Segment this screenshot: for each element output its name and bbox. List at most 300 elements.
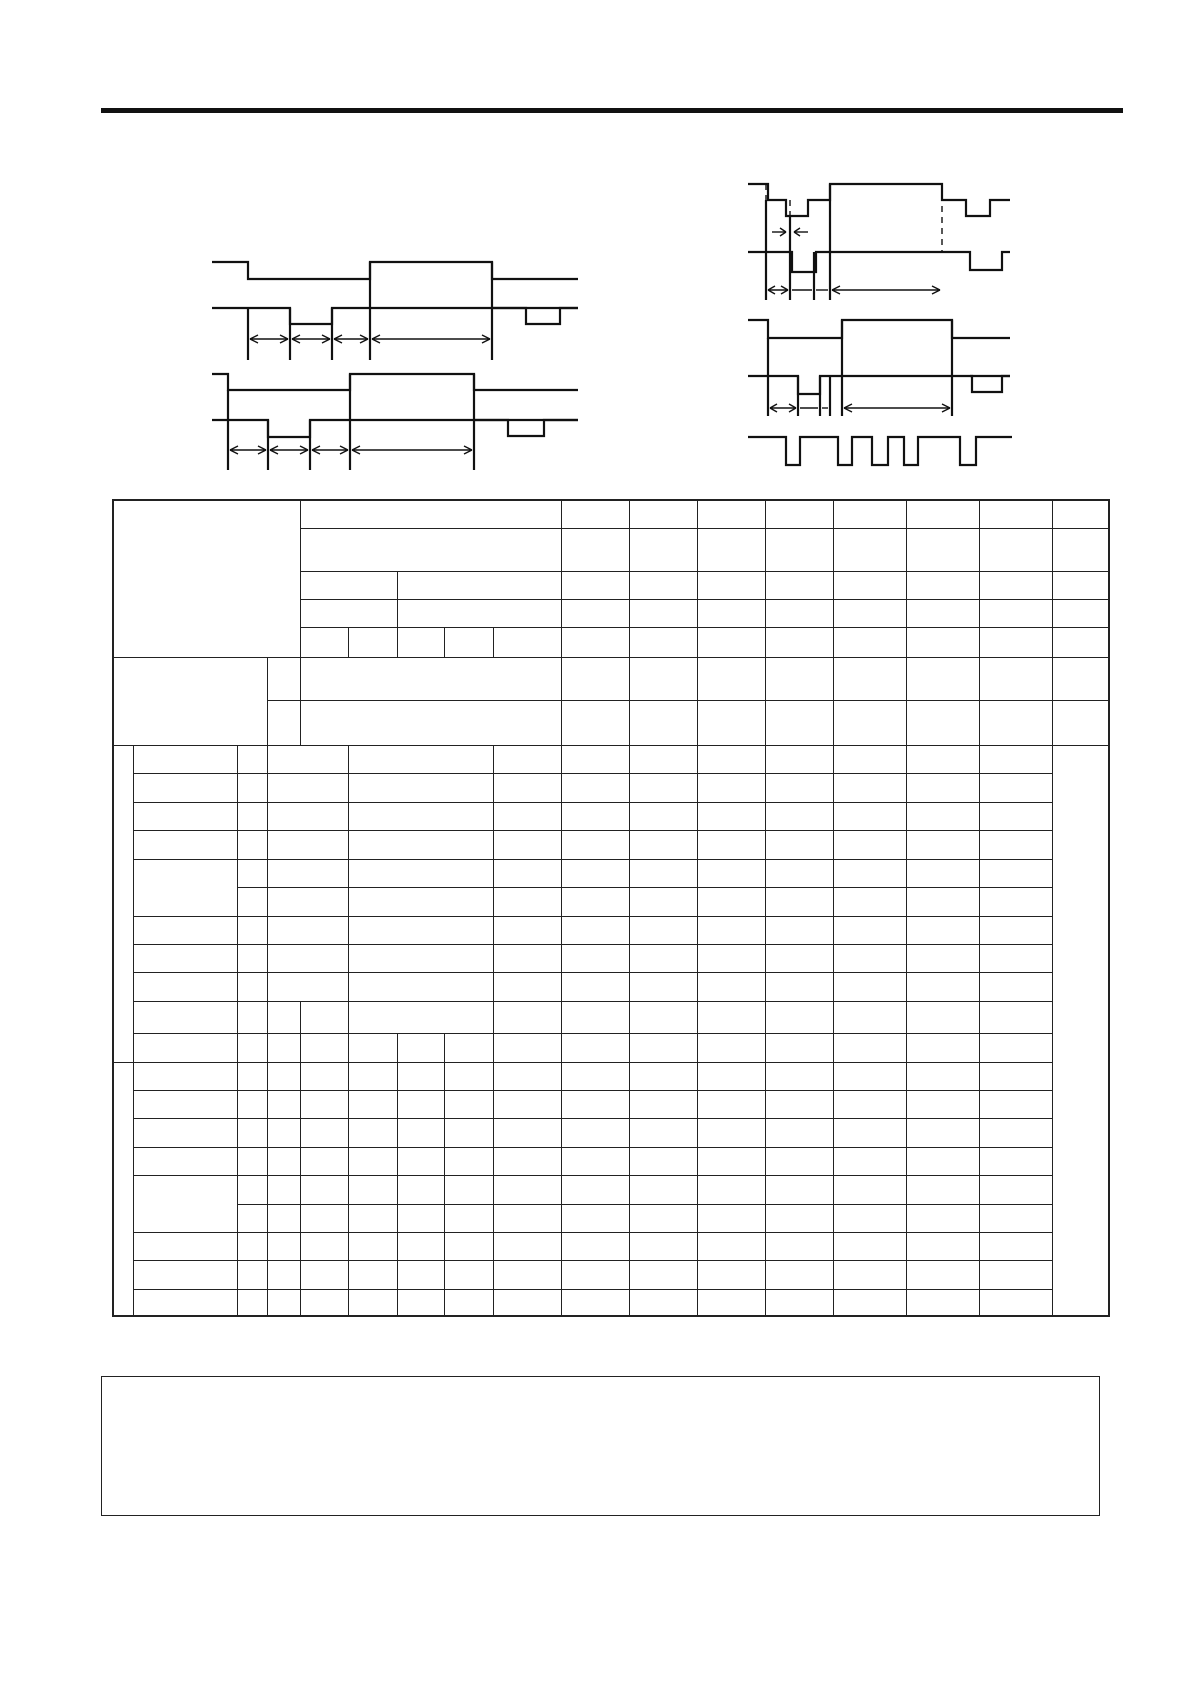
- table-cell: [561, 1233, 629, 1261]
- table-cell: [833, 859, 906, 887]
- header-cell: [833, 571, 906, 599]
- table-cell: [765, 1034, 833, 1062]
- table-cell: [493, 916, 561, 944]
- table-cell: [833, 802, 906, 830]
- table-cell: [237, 831, 267, 859]
- header-cell: [444, 628, 493, 657]
- table-cell: [765, 1062, 833, 1090]
- header-cell: [906, 599, 979, 627]
- table-cell: [833, 701, 906, 746]
- table-cell: [397, 1034, 444, 1062]
- table-row: [113, 1176, 1109, 1204]
- table-cell: [133, 916, 237, 944]
- table-cell: [765, 831, 833, 859]
- table-cell: [133, 1289, 237, 1316]
- table-cell: [979, 1176, 1052, 1204]
- table-cell: [348, 1204, 397, 1232]
- table-cell: [300, 1062, 348, 1090]
- table-cell: [493, 1261, 561, 1289]
- table-cell: [833, 1091, 906, 1119]
- table-cell: [906, 1001, 979, 1033]
- table-cell: [348, 1289, 397, 1316]
- table-cell: [348, 973, 493, 1001]
- header-cell: [833, 599, 906, 627]
- table-cell: [267, 657, 300, 701]
- table-cell: [979, 1001, 1052, 1033]
- header-row: [113, 500, 1109, 528]
- header-cell: [979, 528, 1052, 571]
- table-cell: [493, 1289, 561, 1316]
- table-cell: [765, 944, 833, 972]
- table-cell: [267, 1233, 300, 1261]
- table-cell: [697, 888, 765, 916]
- table-cell: [300, 1119, 348, 1147]
- table-cell: [348, 859, 493, 887]
- table-cell: [133, 831, 237, 859]
- table-cell: [833, 1062, 906, 1090]
- table-cell: [444, 1289, 493, 1316]
- table-cell: [561, 802, 629, 830]
- header-cell: [1052, 571, 1109, 599]
- timing-diagram-1: [212, 262, 578, 360]
- table-cell: [133, 1119, 237, 1147]
- table-cell: [561, 973, 629, 1001]
- table-cell: [979, 1204, 1052, 1232]
- table-cell: [906, 746, 979, 774]
- table-cell: [697, 1034, 765, 1062]
- table-cell: [561, 1289, 629, 1316]
- table-cell: [493, 1119, 561, 1147]
- header-cell: [1052, 500, 1109, 528]
- table-cell: [444, 1119, 493, 1147]
- header-cell: [629, 599, 697, 627]
- table-cell: [833, 1233, 906, 1261]
- header-cell: [906, 528, 979, 571]
- table-cell: [133, 1176, 237, 1233]
- table-cell: [833, 1289, 906, 1316]
- header-corner-cell: [113, 500, 300, 657]
- table-cell: [237, 888, 267, 916]
- table-cell: [561, 1147, 629, 1175]
- table-cell: [906, 1091, 979, 1119]
- clock-train: [748, 437, 1012, 465]
- table-cell: [906, 701, 979, 746]
- table-cell: [397, 1091, 444, 1119]
- table-cell: [906, 859, 979, 887]
- table-cell: [300, 1289, 348, 1316]
- table-cell: [133, 944, 237, 972]
- table-cell: [348, 1091, 397, 1119]
- header-cell: [697, 500, 765, 528]
- table-cell: [267, 802, 348, 830]
- table-cell: [348, 1147, 397, 1175]
- table-cell: [561, 1261, 629, 1289]
- table-row: [113, 1062, 1109, 1090]
- table-cell: [237, 1233, 267, 1261]
- table-cell: [493, 746, 561, 774]
- table-cell: [906, 888, 979, 916]
- table-cell: [833, 1034, 906, 1062]
- table-cell: [629, 888, 697, 916]
- table-cell: [833, 1001, 906, 1033]
- header-cell: [629, 528, 697, 571]
- table-cell: [765, 1001, 833, 1033]
- table-cell: [237, 746, 267, 774]
- header-cell: [765, 599, 833, 627]
- table-cell: [444, 1034, 493, 1062]
- table-cell: [629, 916, 697, 944]
- table-cell: [444, 1204, 493, 1232]
- table-cell: [765, 1204, 833, 1232]
- table-cell: [979, 657, 1052, 701]
- table-cell: [133, 1062, 237, 1090]
- table-cell: [629, 1001, 697, 1033]
- table-cell: [629, 701, 697, 746]
- table-cell: [629, 859, 697, 887]
- table-cell: [765, 1289, 833, 1316]
- table-cell: [561, 831, 629, 859]
- table-row: [113, 1091, 1109, 1119]
- table-cell: [348, 746, 493, 774]
- table-cell: [697, 973, 765, 1001]
- table-cell: [493, 802, 561, 830]
- header-cell: [1052, 599, 1109, 627]
- table-cell: [133, 1261, 237, 1289]
- table-cell: [493, 1147, 561, 1175]
- header-cell: [629, 500, 697, 528]
- table-cell: [267, 1119, 300, 1147]
- table-cell: [906, 831, 979, 859]
- table-cell: [765, 657, 833, 701]
- section-2-side-cell: [113, 1062, 133, 1316]
- table-cell: [833, 657, 906, 701]
- table-cell: [237, 944, 267, 972]
- table-cell: [697, 1091, 765, 1119]
- table-cell: [397, 1119, 444, 1147]
- table-cell: [348, 1233, 397, 1261]
- table-cell: [561, 746, 629, 774]
- header-cell: [833, 528, 906, 571]
- table-cell: [133, 1091, 237, 1119]
- table-cell: [493, 1091, 561, 1119]
- table-cell: [906, 1204, 979, 1232]
- table-cell: [493, 1062, 561, 1090]
- table-cell: [979, 1119, 1052, 1147]
- table-cell: [267, 774, 348, 802]
- table-cell: [979, 802, 1052, 830]
- table-cell: [561, 859, 629, 887]
- table-cell: [133, 774, 237, 802]
- table-cell: [237, 1176, 267, 1204]
- table-cell: [906, 1261, 979, 1289]
- table-cell: [348, 888, 493, 916]
- table-cell: [629, 1261, 697, 1289]
- timing-diagram-2: [212, 374, 578, 470]
- table-cell: [833, 1261, 906, 1289]
- table-cell: [833, 774, 906, 802]
- table-cell: [300, 701, 561, 746]
- table-cell: [906, 774, 979, 802]
- table-cell: [561, 701, 629, 746]
- table-cell: [561, 1091, 629, 1119]
- table-cell: [979, 1261, 1052, 1289]
- table-cell: [348, 1062, 397, 1090]
- table-cell: [348, 1261, 397, 1289]
- header-cell: [561, 628, 629, 657]
- table-cell: [906, 916, 979, 944]
- table-cell: [444, 1062, 493, 1090]
- table-cell: [765, 1176, 833, 1204]
- table-cell: [493, 831, 561, 859]
- table-cell: [697, 657, 765, 701]
- table-cell: [697, 831, 765, 859]
- table-row: [113, 1261, 1109, 1289]
- table-cell: [300, 1001, 348, 1033]
- table-cell: [697, 1261, 765, 1289]
- table-cell: [348, 1001, 493, 1033]
- header-cell: [300, 599, 397, 627]
- table-cell: [267, 1176, 300, 1204]
- table-cell: [493, 1001, 561, 1033]
- table-row: [113, 916, 1109, 944]
- table-cell: [561, 774, 629, 802]
- spec-table: [112, 499, 1110, 1317]
- table-cell: [133, 1147, 237, 1175]
- table-cell: [561, 944, 629, 972]
- header-cell: [906, 571, 979, 599]
- table-cell: [444, 1176, 493, 1204]
- table-cell: [237, 1289, 267, 1316]
- header-cell: [833, 500, 906, 528]
- table-cell: [765, 1119, 833, 1147]
- table-row: [113, 1147, 1109, 1175]
- table-cell: [493, 1034, 561, 1062]
- table-cell: [237, 1119, 267, 1147]
- table-cell: [561, 1176, 629, 1204]
- table-cell: [444, 1147, 493, 1175]
- table-cell: [237, 1091, 267, 1119]
- table-cell: [697, 1001, 765, 1033]
- table-row: [113, 1034, 1109, 1062]
- table-cell: [906, 1289, 979, 1316]
- table-cell: [561, 1001, 629, 1033]
- table-cell: [133, 859, 237, 916]
- table-cell: [765, 1091, 833, 1119]
- table-cell: [267, 1204, 300, 1232]
- table-cell: [133, 802, 237, 830]
- table-cell: [267, 1091, 300, 1119]
- table-cell: [629, 1091, 697, 1119]
- table-cell: [833, 746, 906, 774]
- table-cell: [629, 1147, 697, 1175]
- table-cell: [979, 1062, 1052, 1090]
- table-cell: [979, 1091, 1052, 1119]
- table-cell: [267, 888, 348, 916]
- table-cell: [697, 1147, 765, 1175]
- table-cell: [629, 1176, 697, 1204]
- table-cell: [833, 1176, 906, 1204]
- header-cell: [561, 599, 629, 627]
- table-cell: [629, 657, 697, 701]
- table-cell: [133, 973, 237, 1001]
- table-cell: [267, 746, 348, 774]
- table-cell: [765, 746, 833, 774]
- table-cell: [979, 746, 1052, 774]
- table-cell: [697, 701, 765, 746]
- table-cell: [979, 1147, 1052, 1175]
- table-cell: [300, 1261, 348, 1289]
- table-cell: [237, 1261, 267, 1289]
- table-cell: [493, 888, 561, 916]
- table-cell: [397, 1062, 444, 1090]
- header-cell: [765, 571, 833, 599]
- table-cell: [697, 774, 765, 802]
- table-cell: [237, 1062, 267, 1090]
- table-cell: [979, 701, 1052, 746]
- table-row: [113, 888, 1109, 916]
- table-cell: [979, 916, 1052, 944]
- table-cell: [397, 1261, 444, 1289]
- table-cell: [906, 802, 979, 830]
- table-cell: [348, 1176, 397, 1204]
- header-cell: [906, 628, 979, 657]
- timing-diagrams: [0, 0, 1188, 490]
- table-cell: [493, 1233, 561, 1261]
- table-cell: [833, 944, 906, 972]
- header-cell: [629, 571, 697, 599]
- table-cell: [765, 1147, 833, 1175]
- table-row: [113, 1001, 1109, 1033]
- table-cell: [267, 1034, 300, 1062]
- table-cell: [348, 831, 493, 859]
- table-cell: [697, 1062, 765, 1090]
- table-cell: [1052, 657, 1109, 701]
- table-cell: [300, 657, 561, 701]
- table-cell: [348, 1034, 397, 1062]
- table-cell: [493, 1204, 561, 1232]
- table-row: [113, 657, 1109, 701]
- header-cell: [979, 500, 1052, 528]
- timing-diagram-4: [748, 320, 1010, 416]
- table-cell: [906, 973, 979, 1001]
- table-cell: [906, 1233, 979, 1261]
- table-cell: [397, 1233, 444, 1261]
- table-cell: [397, 1176, 444, 1204]
- table-cell: [979, 1233, 1052, 1261]
- table-cell: [237, 1001, 267, 1033]
- table-cell: [979, 1289, 1052, 1316]
- table-cell: [267, 859, 348, 887]
- header-cell: [397, 628, 444, 657]
- header-cell: [979, 599, 1052, 627]
- table-cell: [765, 774, 833, 802]
- table-cell: [906, 944, 979, 972]
- table-cell: [561, 1204, 629, 1232]
- table-cell: [697, 859, 765, 887]
- table-cell: [348, 944, 493, 972]
- table-row: [113, 1204, 1109, 1232]
- table-cell: [765, 973, 833, 1001]
- header-cell: [765, 500, 833, 528]
- header-cell: [561, 500, 629, 528]
- table-cell: [629, 1289, 697, 1316]
- header-cell: [300, 628, 348, 657]
- header-cell: [833, 628, 906, 657]
- table-cell: [267, 831, 348, 859]
- table-row: [113, 802, 1109, 830]
- table-cell: [629, 746, 697, 774]
- header-cell: [697, 571, 765, 599]
- table-cell: [493, 1176, 561, 1204]
- header-cell: [629, 628, 697, 657]
- table-cell: [267, 1001, 300, 1033]
- table-cell: [979, 831, 1052, 859]
- table-cell: [697, 746, 765, 774]
- header-cell: [561, 571, 629, 599]
- table-row: [113, 973, 1109, 1001]
- header-cell: [765, 628, 833, 657]
- table-cell: [267, 1147, 300, 1175]
- table-cell: [629, 944, 697, 972]
- table-cell: [237, 1147, 267, 1175]
- timing-diagram-3: [748, 184, 1010, 300]
- table-cell: [765, 888, 833, 916]
- table-row: [113, 859, 1109, 887]
- header-cell: [979, 628, 1052, 657]
- table-row: [113, 831, 1109, 859]
- header-cell: [697, 528, 765, 571]
- header-cell: [979, 571, 1052, 599]
- table-cell: [765, 859, 833, 887]
- table-cell: [979, 944, 1052, 972]
- header-cell: [300, 571, 397, 599]
- header-cell: [697, 599, 765, 627]
- table-cell: [979, 774, 1052, 802]
- table-cell: [444, 1091, 493, 1119]
- table-cell: [1052, 701, 1109, 746]
- table-cell: [906, 1176, 979, 1204]
- table-cell: [906, 1119, 979, 1147]
- table-cell: [267, 973, 348, 1001]
- table-cell: [697, 1119, 765, 1147]
- table-cell: [237, 916, 267, 944]
- table-cell: [237, 1204, 267, 1232]
- table-cell: [629, 1119, 697, 1147]
- table-cell: [561, 888, 629, 916]
- table-cell: [300, 1204, 348, 1232]
- row-group-cell: [113, 657, 267, 745]
- table-cell: [397, 1289, 444, 1316]
- table-cell: [979, 1034, 1052, 1062]
- table-cell: [833, 1119, 906, 1147]
- table-cell: [833, 831, 906, 859]
- table-cell: [629, 1233, 697, 1261]
- header-cell: [697, 628, 765, 657]
- note-box: [101, 1376, 1100, 1516]
- table-cell: [979, 973, 1052, 1001]
- table-cell: [765, 1261, 833, 1289]
- table-cell: [300, 1091, 348, 1119]
- section-1-side-cell: [113, 746, 133, 1063]
- table-cell: [267, 1062, 300, 1090]
- header-cell: [1052, 628, 1109, 657]
- table-cell: [348, 1119, 397, 1147]
- table-cell: [348, 916, 493, 944]
- table-cell: [906, 657, 979, 701]
- table-cell: [133, 1233, 237, 1261]
- header-cell: [765, 528, 833, 571]
- table-cell: [397, 1204, 444, 1232]
